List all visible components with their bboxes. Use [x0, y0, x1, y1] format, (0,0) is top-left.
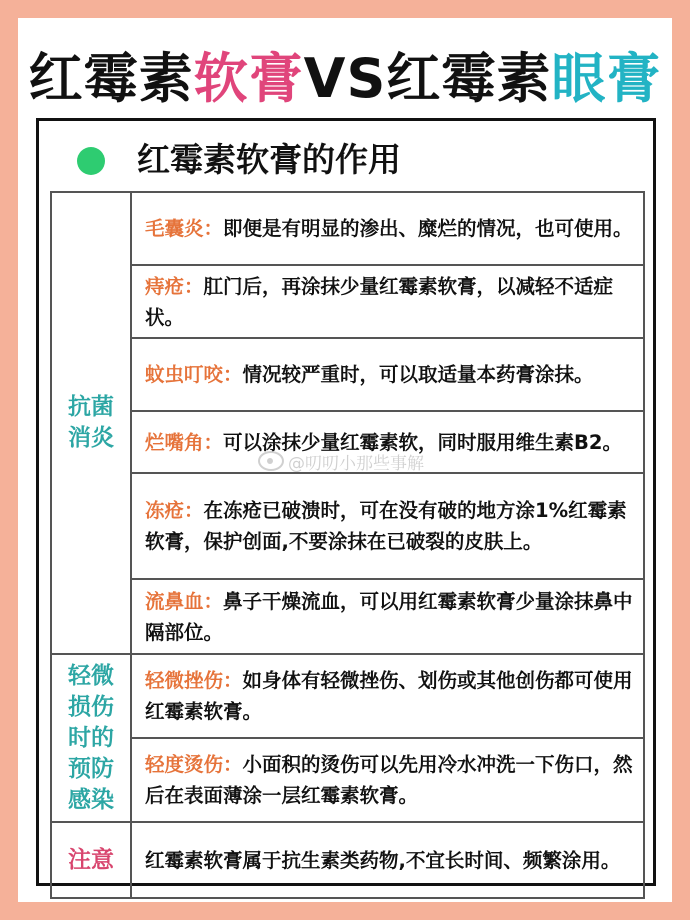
effects-table — [50, 191, 645, 899]
effect-text: 在冻疮已破溃时，可在没有破的地方涂1%红霉素软膏，保护创面,不要涂抹在已破裂的皮肤上。 — [145, 499, 627, 553]
table-row — [51, 192, 644, 265]
caution-note — [131, 822, 644, 898]
effect-item-hemorrhoids — [131, 265, 644, 338]
effect-label: 蚊虫叮咬： — [145, 363, 243, 386]
content-card — [36, 118, 656, 886]
effect-label: 轻度烫伤： — [145, 753, 243, 776]
title-part-eye-ointment: 眼膏 — [551, 47, 662, 110]
table-row — [51, 338, 644, 411]
section-header — [39, 121, 653, 191]
effect-item-nosebleed — [131, 579, 644, 654]
title-part-1: 红霉素 — [28, 47, 194, 110]
page-title — [18, 44, 672, 114]
category-antibacterial: 抗菌消炎 — [51, 192, 131, 654]
effect-text: 即便是有明显的渗出、糜烂的情况，也可使用。 — [223, 217, 633, 240]
watermark — [258, 446, 424, 476]
effect-text: 情况较严重时，可以取适量本药膏涂抹。 — [242, 363, 594, 386]
table-row — [51, 473, 644, 579]
weibo-icon — [258, 451, 284, 471]
effect-text: 小面积的烫伤可以先用冷水冲洗一下伤口，然后在表面薄涂一层红霉素软膏。 — [145, 753, 633, 807]
title-part-vs: VS红霉素 — [303, 47, 552, 110]
effect-text: 可以涂抹少量红霉素软，同时服用维生素B2。 — [223, 430, 622, 454]
table-row — [51, 738, 644, 822]
title-part-ointment: 软膏 — [193, 47, 304, 110]
effect-text: 如身体有轻微挫伤、划伤或其他创伤都可使用红霉素软膏。 — [145, 669, 633, 723]
table-row — [51, 265, 644, 338]
caution-text: 红霉素软膏属于抗生素类药物,不宜长时间、频繁涂用。 — [145, 848, 621, 872]
effect-label: 毛囊炎： — [145, 217, 224, 240]
effect-label: 冻疮： — [145, 499, 204, 522]
effect-text: 肛门后，再涂抹少量红霉素软膏，以减轻不适症状。 — [145, 274, 614, 329]
green-dot-icon — [77, 147, 105, 175]
effect-item-folliculitis — [131, 192, 644, 265]
category-minor-injury: 轻微损伤时的预防感染 — [51, 654, 131, 822]
effect-text: 鼻子干燥流血，可以用红霉素软膏少量涂抹鼻中隔部位。 — [145, 589, 633, 644]
effect-item-contusion — [131, 654, 644, 738]
section-title: 红霉素软膏的作用 — [137, 140, 401, 179]
effect-label: 烂嘴角： — [145, 430, 224, 454]
effect-label: 痔疮： — [145, 274, 204, 298]
effect-item-insect-bite — [131, 338, 644, 411]
effect-item-chilblains — [131, 473, 644, 579]
table-row — [51, 654, 644, 738]
effect-label: 流鼻血： — [145, 589, 224, 613]
watermark-text: @叨叨小那些事解 — [288, 453, 424, 474]
table-row — [51, 822, 644, 898]
category-caution: 注意 — [51, 822, 131, 898]
effect-item-burn — [131, 738, 644, 822]
effect-label: 轻微挫伤： — [145, 669, 243, 692]
table-row — [51, 579, 644, 654]
